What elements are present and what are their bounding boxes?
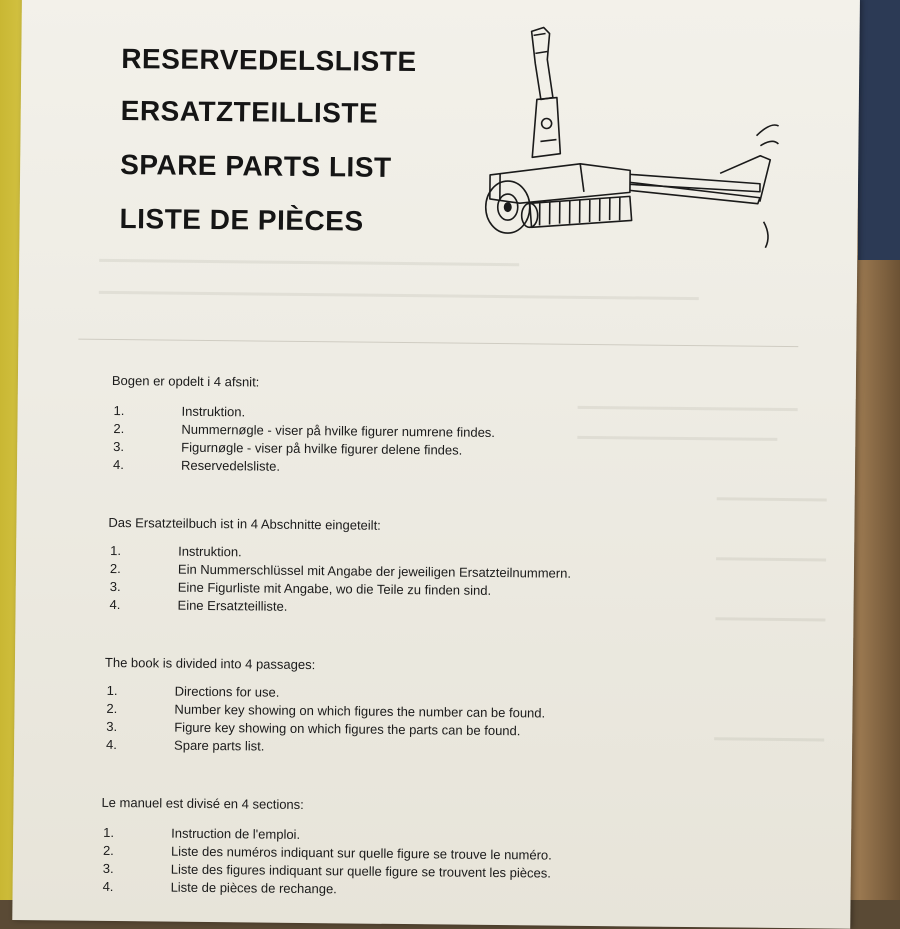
show-through-line — [716, 557, 826, 561]
show-through-line — [715, 617, 825, 621]
list-item: Liste de pièces de rechange. — [170, 879, 337, 897]
divider-line — [78, 339, 798, 348]
show-through-line — [717, 497, 827, 501]
list-item: Eine Figurliste mit Angabe, wo die Teile zu finden sind. — [177, 579, 492, 598]
section-heading-english: The book is divided into 4 passages: — [104, 654, 316, 673]
list-number: 4. — [106, 736, 118, 753]
document-page — [12, 0, 860, 929]
show-through-line — [578, 406, 798, 411]
list-item: Eine Ersatzteilliste. — [177, 597, 288, 614]
list-item: Ein Nummerschlüssel mit Angabe der jeweiligen Ersatzteilnummern. — [177, 561, 572, 581]
list-number: 3. — [102, 860, 114, 877]
title-danish: RESERVEDELSLISTE — [121, 43, 417, 78]
list-item: Figure key showing on which figures the parts can be found. — [174, 719, 521, 739]
list-number: 4. — [109, 596, 121, 613]
show-through-line — [577, 436, 777, 441]
title-german: ERSATZTEILLISTE — [120, 95, 379, 129]
section-heading-german: Das Ersatzteilbuch ist in 4 Abschnitte eingeteilt: — [108, 514, 381, 533]
list-number: 2. — [109, 560, 121, 577]
title-english: SPARE PARTS LIST — [120, 149, 392, 183]
section-heading-french: Le manuel est divisé en 4 sections: — [101, 794, 304, 812]
list-number: 4. — [112, 456, 124, 473]
list-item: Instruction de l'emploi. — [171, 825, 301, 842]
list-number: 4. — [102, 878, 114, 895]
list-number: 3. — [113, 438, 125, 455]
show-through-line — [99, 291, 699, 300]
list-item: Figurnøgle - viser på hvilke figurer delene findes. — [181, 439, 463, 458]
title-french: LISTE DE PIÈCES — [119, 203, 364, 237]
list-item: Liste des numéros indiquant sur quelle figure se trouve le numéro. — [170, 843, 552, 863]
show-through-line — [99, 259, 519, 266]
list-number: 2. — [113, 420, 125, 437]
list-item: Nummernøgle - viser på hvilke figurer numrene findes. — [181, 421, 496, 440]
list-number: 1. — [110, 542, 122, 559]
list-number: 2. — [106, 700, 118, 717]
list-number: 1. — [106, 682, 118, 699]
list-item: Spare parts list. — [174, 737, 265, 754]
forage-harvester-illustration — [459, 23, 781, 266]
list-item: Liste des figures indiquant sur quelle figure se trouvent les pièces. — [170, 861, 551, 881]
show-through-line — [714, 737, 824, 741]
list-number: 3. — [109, 578, 121, 595]
section-heading-danish: Bogen er opdelt i 4 afsnit: — [111, 372, 260, 390]
list-number: 2. — [102, 842, 114, 859]
list-number: 1. — [103, 824, 115, 841]
list-item: Number key showing on which figures the number can be found. — [174, 701, 546, 721]
list-number: 3. — [106, 718, 118, 735]
list-item: Instruktion. — [181, 403, 246, 420]
list-number: 1. — [113, 402, 125, 419]
list-item: Instruktion. — [178, 543, 242, 560]
list-item: Directions for use. — [174, 683, 280, 700]
blue-fabric-background — [858, 0, 900, 260]
list-item: Reservedelsliste. — [180, 457, 281, 474]
